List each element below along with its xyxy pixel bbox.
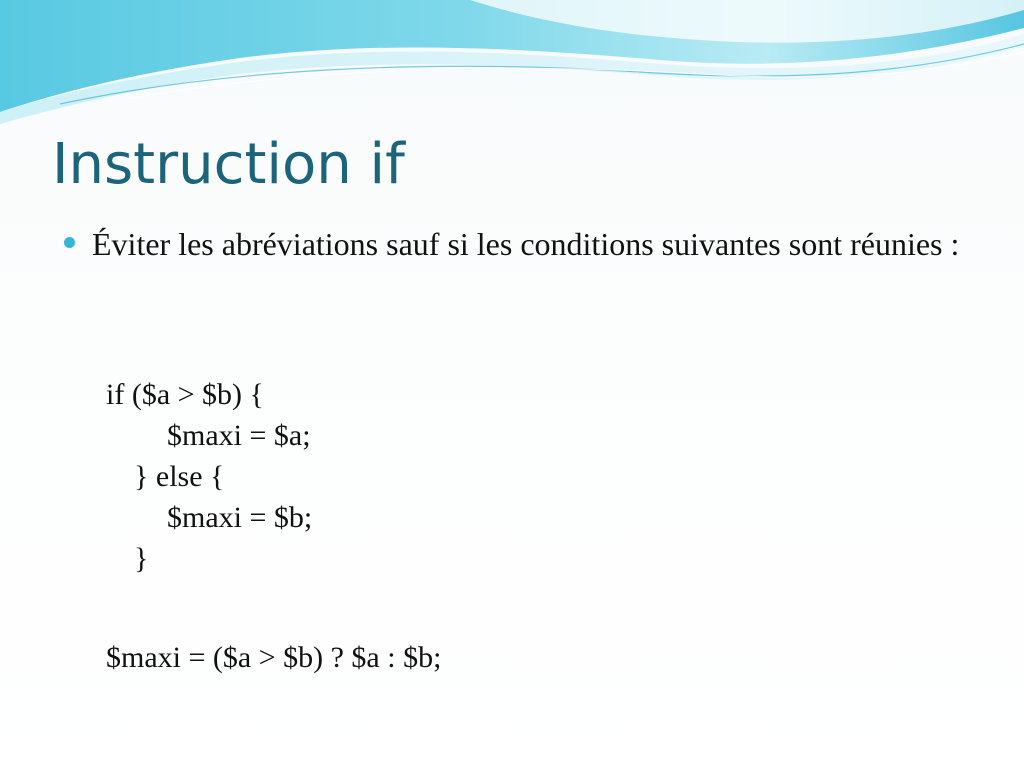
code-line-if: if ($a > $b) { — [106, 378, 264, 411]
code-line-assign-b: $maxi = $b; — [167, 501, 313, 534]
header-wave-decoration — [0, 0, 1024, 130]
bullet-text: Éviter les abréviations sauf si les conditions suivantes sont réunies : — [92, 226, 960, 262]
bullet-icon — [64, 237, 75, 248]
code-line-close-brace: } — [134, 542, 149, 575]
code-line-assign-a: $maxi = $a; — [167, 419, 311, 452]
slide-title: Instruction if — [52, 132, 405, 197]
code-line-ternary: $maxi = ($a > $b) ? $a : $b; — [106, 641, 442, 674]
code-line-else: } else { — [134, 460, 225, 493]
